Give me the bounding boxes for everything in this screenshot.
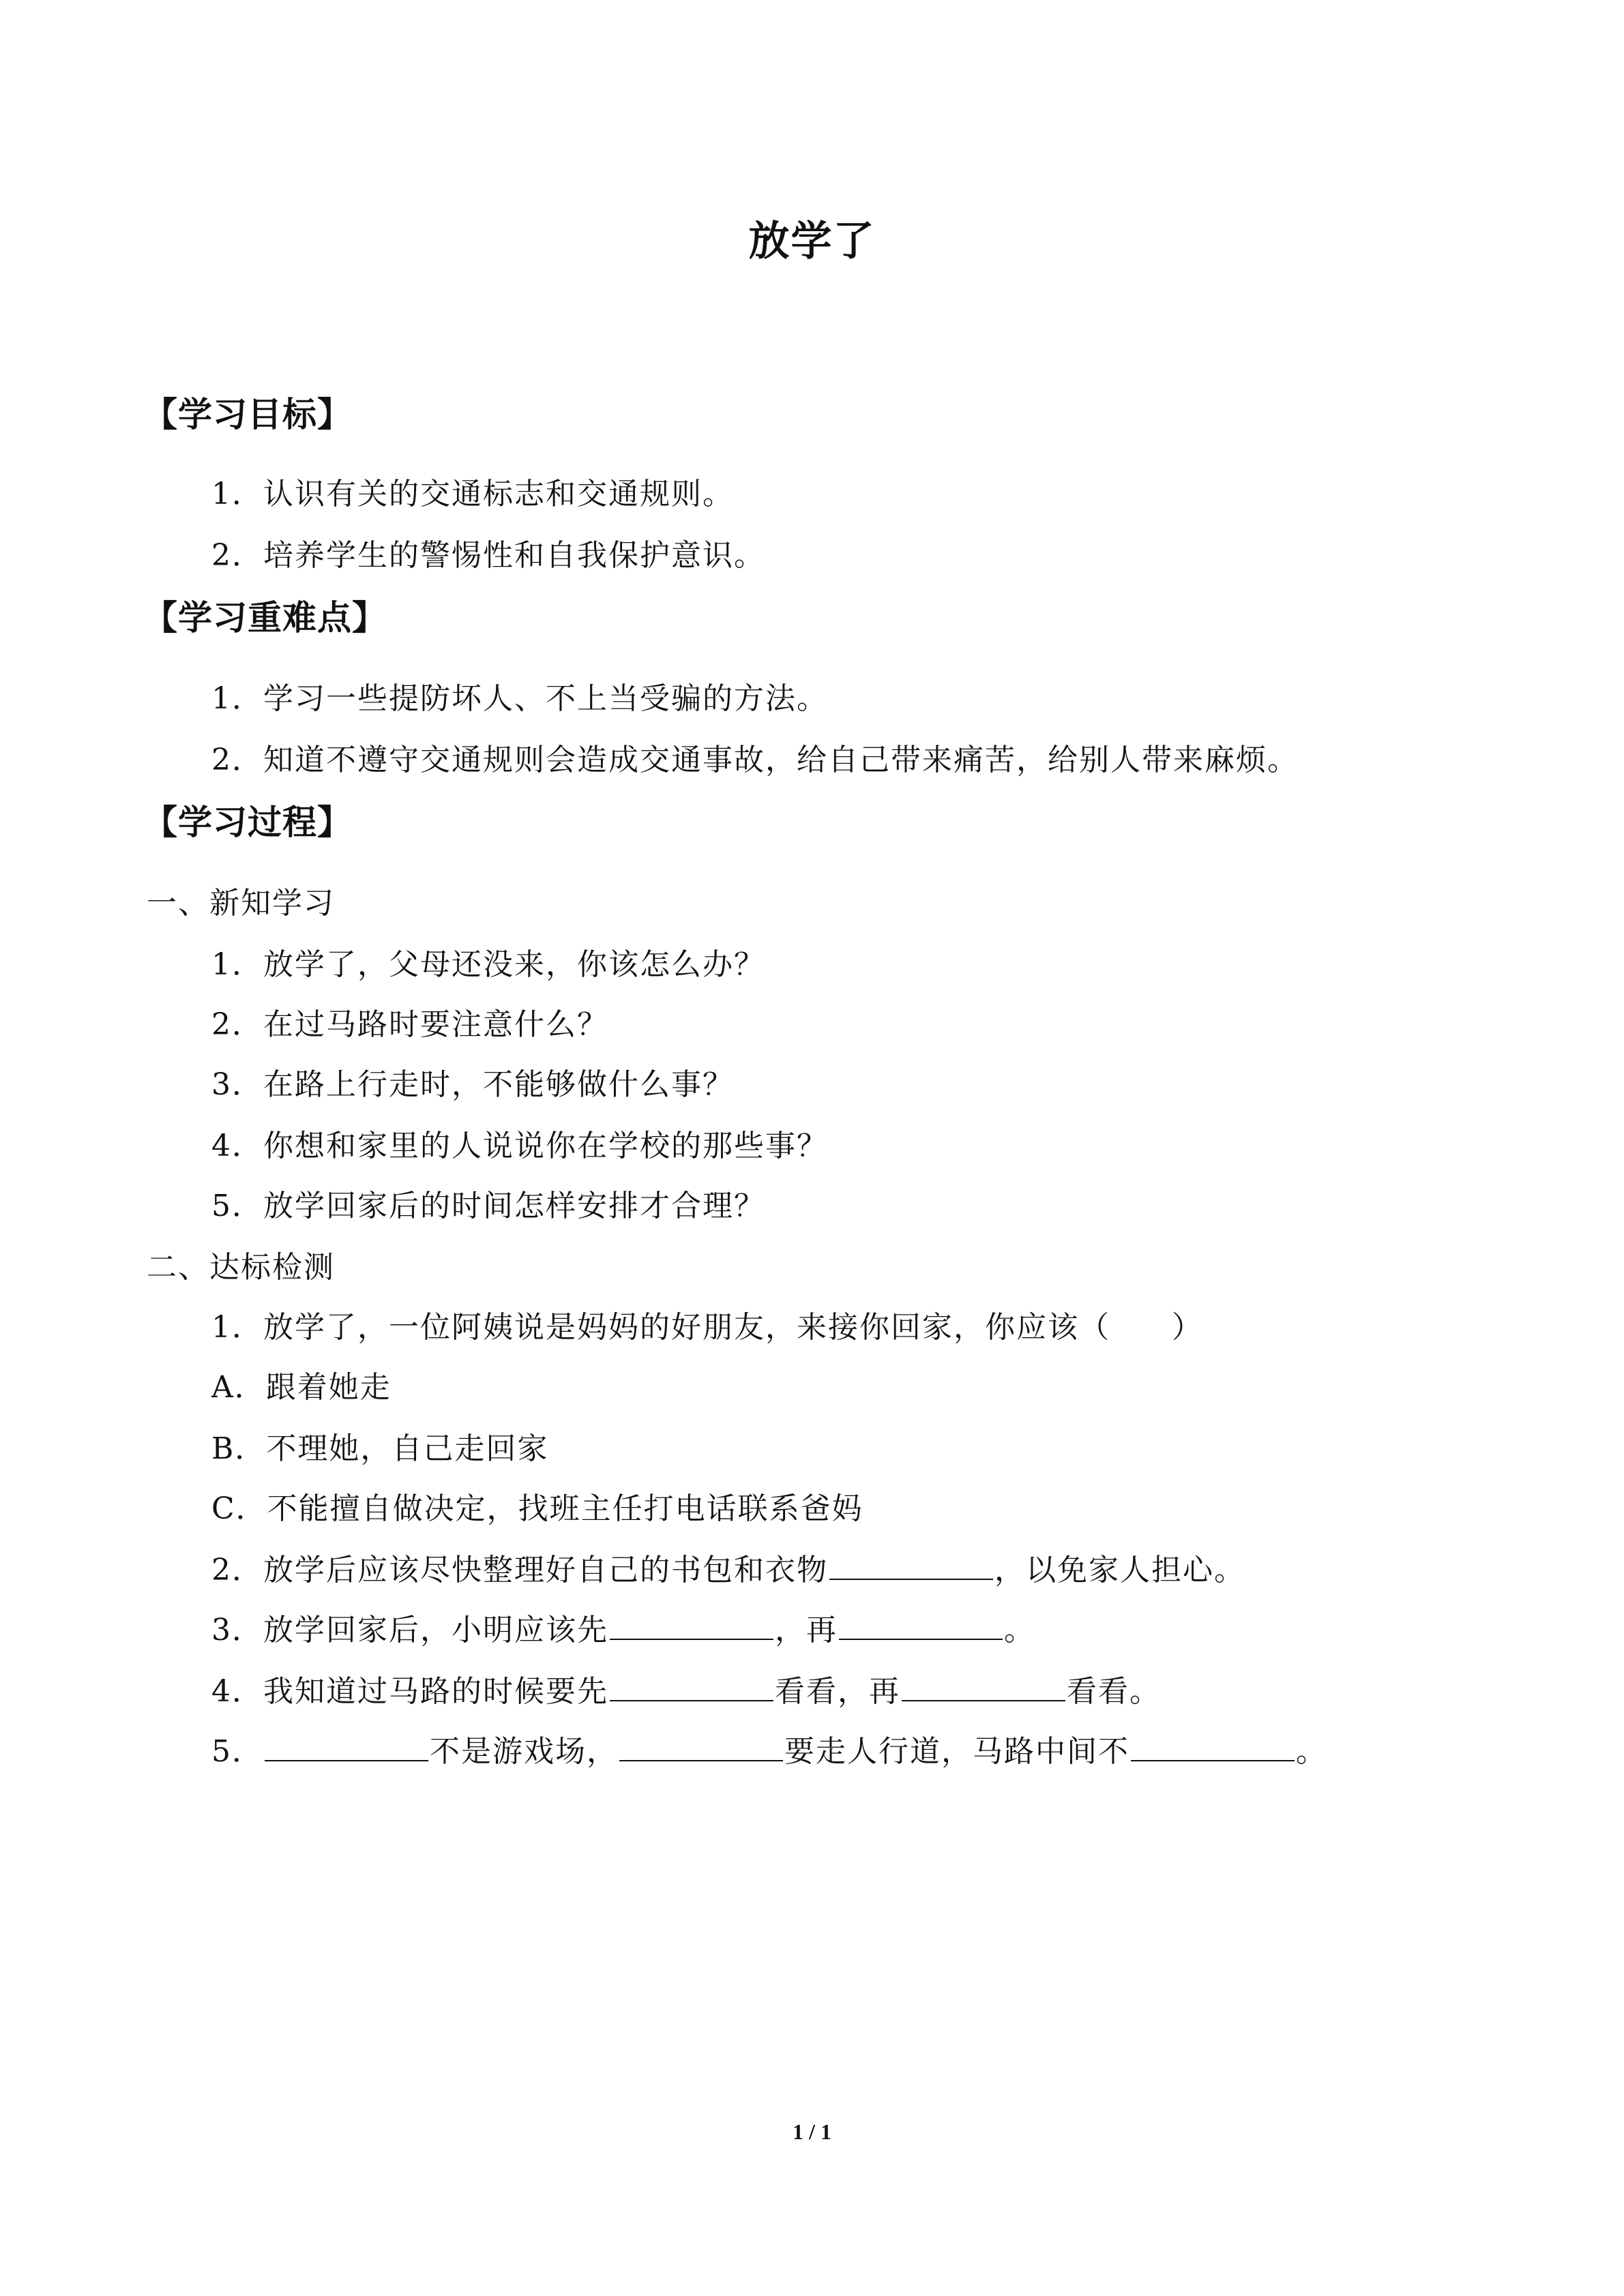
new-knowledge-item: 1．放学了，父母还没来，你该怎么办？ bbox=[211, 947, 765, 982]
question-1-option-b: B．不理她，自己走回家 bbox=[211, 1431, 549, 1466]
question-1-option-c: C．不能擅自做决定，找班主任打电话联系爸妈 bbox=[211, 1491, 863, 1526]
question-4-text: 4．我知道过马路的时候要先 bbox=[211, 1674, 608, 1709]
question-4-text: 看看，再 bbox=[775, 1674, 900, 1709]
fill-blank[interactable] bbox=[829, 1554, 993, 1580]
fill-blank[interactable] bbox=[610, 1614, 773, 1640]
part-label-new-knowledge: 一、新知学习 bbox=[147, 886, 335, 921]
key-point-item: 2．知道不遵守交通规则会造成交通事故，给自己带来痛苦，给别人带来麻烦。 bbox=[211, 743, 1299, 777]
question-3 bbox=[211, 1605, 1035, 1649]
page-number: 1 / 1 bbox=[793, 2119, 831, 2144]
question-1 bbox=[211, 1302, 1203, 1346]
key-point-item: 1．学习一些提防坏人、不上当受骗的方法。 bbox=[211, 681, 828, 716]
goal-item: 2．培养学生的警惕性和自我保护意识。 bbox=[211, 538, 765, 573]
question-1-close-paren: ） bbox=[1172, 1310, 1203, 1345]
question-1-text: 1．放学了，一位阿姨说是妈妈的好朋友，来接你回家，你应该（ bbox=[211, 1310, 1110, 1345]
new-knowledge-item: 3．在路上行走时，不能够做什么事？ bbox=[211, 1067, 734, 1102]
fill-blank[interactable] bbox=[265, 1735, 428, 1761]
fill-blank[interactable] bbox=[902, 1675, 1065, 1701]
section-heading-goals: 【学习目标】 bbox=[143, 395, 352, 434]
page-title: 放学了 bbox=[748, 218, 876, 265]
new-knowledge-item: 5．放学回家后的时间怎样安排才合理？ bbox=[211, 1189, 765, 1223]
question-5 bbox=[211, 1727, 1327, 1770]
question-5-text: 5． bbox=[211, 1734, 263, 1769]
question-3-text: 。 bbox=[1004, 1613, 1035, 1648]
part-label-assessment: 二、达标检测 bbox=[147, 1250, 335, 1285]
question-4-text: 看看。 bbox=[1067, 1674, 1161, 1709]
new-knowledge-item: 4．你想和家里的人说说你在学校的那些事？ bbox=[211, 1129, 828, 1163]
question-4 bbox=[211, 1667, 1161, 1710]
question-2-text: ，以免家人担心。 bbox=[994, 1553, 1245, 1587]
fill-blank[interactable] bbox=[1131, 1735, 1295, 1761]
section-heading-key-points: 【学习重难点】 bbox=[143, 598, 387, 638]
question-2-text: 2．放学后应该尽快整理好自己的书包和衣物 bbox=[211, 1553, 828, 1587]
question-5-text: 要走人行道，马路中间不 bbox=[784, 1734, 1130, 1769]
question-3-text: 3．放学回家后，小明应该先 bbox=[211, 1613, 608, 1648]
fill-blank[interactable] bbox=[619, 1735, 783, 1761]
fill-blank[interactable] bbox=[610, 1675, 773, 1701]
new-knowledge-item: 2．在过马路时要注意什么？ bbox=[211, 1007, 608, 1042]
question-1-option-a: A．跟着她走 bbox=[211, 1370, 392, 1405]
question-5-text: 。 bbox=[1296, 1734, 1327, 1769]
question-2 bbox=[211, 1545, 1245, 1589]
fill-blank[interactable] bbox=[839, 1614, 1003, 1640]
question-5-text: 不是游戏场， bbox=[430, 1734, 618, 1769]
goal-item: 1．认识有关的交通标志和交通规则。 bbox=[211, 477, 734, 511]
question-3-text: ，再 bbox=[775, 1613, 838, 1648]
section-heading-process: 【学习过程】 bbox=[143, 803, 352, 842]
